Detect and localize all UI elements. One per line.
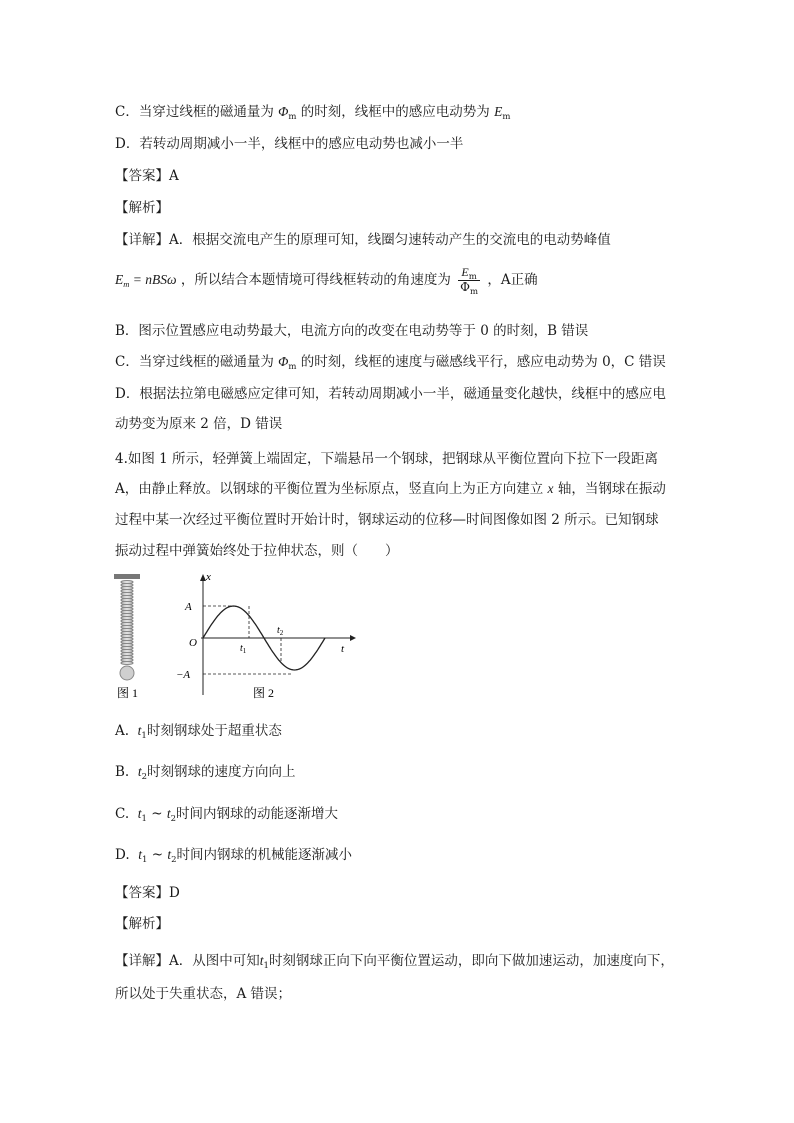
question-4-line-2: A，由静止释放。以钢球的平衡位置为坐标原点，竖直向上为正方向建立 x 轴，当钢球在振动 bbox=[115, 481, 666, 497]
spring-coil bbox=[121, 662, 133, 665]
question-4-line-4: 振动过程中弹簧始终处于拉伸状态，则（ ） bbox=[115, 543, 399, 559]
spring-coil bbox=[121, 632, 133, 635]
option-d-explanation-1: D．根据法拉第电磁感应定律可知，若转动周期减小一半，磁通量变化越快，线框中的感应电 bbox=[115, 386, 666, 402]
steel-ball bbox=[120, 666, 134, 680]
spring-coil bbox=[121, 620, 133, 623]
question-4-line-3: 过程中某一次经过平衡位置时开始计时，钢球运动的位移—时间图像如图 2 所示。已知钢球 bbox=[115, 512, 659, 528]
option-c-previous: C．当穿过线框的磁通量为 $\Phi_m$ 的时刻，线框中的感应电动势为 $E_m$ bbox=[115, 104, 511, 122]
amp-neg-label: −A bbox=[176, 669, 191, 681]
spring-coil bbox=[121, 623, 133, 626]
spring-coil bbox=[121, 653, 133, 656]
spring-coil bbox=[121, 656, 133, 659]
fig1-label: 图 1 bbox=[117, 686, 139, 700]
spring-coil bbox=[121, 638, 133, 641]
spring-coil bbox=[121, 584, 133, 587]
spring-coil bbox=[121, 599, 133, 602]
option-c-explanation: C．当穿过线框的磁通量为 $\Phi_m$ 的时刻，线框的速度与磁感线平行，感应电动势为 0，C 错误 bbox=[115, 354, 666, 372]
fraction-em-over-phim: $\frac{E_m}{\Phi_m}$ bbox=[460, 265, 479, 297]
question-4-line-1: 4.如图 1 所示，轻弹簧上端固定，下端悬吊一个钢球，把钢球从平衡位置向下拉下一段距离 bbox=[115, 451, 659, 467]
spring-coil bbox=[121, 581, 133, 584]
spring-coil bbox=[121, 605, 133, 608]
spring-coil bbox=[121, 626, 133, 629]
analysis-1: 【解析】 bbox=[115, 200, 169, 216]
option-a: A. $t_1$时刻钢球处于超重状态 bbox=[115, 723, 282, 741]
spring-coil bbox=[121, 611, 133, 614]
spring-coil bbox=[121, 617, 133, 620]
answer-1: 【答案】A bbox=[115, 168, 179, 184]
spring-coils bbox=[121, 581, 133, 665]
spring-coil bbox=[121, 641, 133, 644]
option-b-explanation: B．图示位置感应电动势最大，电流方向的改变在电动势等于 0 的时刻，B 错误 bbox=[115, 323, 589, 339]
spring-coil bbox=[121, 590, 133, 593]
spring-coil bbox=[121, 644, 133, 647]
answer-2: 【答案】D bbox=[115, 885, 180, 901]
spring-coil bbox=[121, 629, 133, 632]
formula-line: $E_m = nBS\omega$ ，所以结合本题情境可得线框转动的角速度为 $\frac{E_m}{\Phi_m}$ ，A正确 bbox=[115, 265, 538, 297]
spring-coil bbox=[121, 647, 133, 650]
spring-coil bbox=[121, 659, 133, 662]
option-d-previous: D．若转动周期减小一半，线框中的感应电动势也减小一半 bbox=[115, 136, 464, 152]
ceiling-support bbox=[114, 574, 140, 579]
option-c: C. $t_1$ ~ $t_2$时间内钢球的动能逐渐增大 bbox=[115, 806, 339, 824]
spring-coil bbox=[121, 650, 133, 653]
fig2-label: 图 2 bbox=[253, 686, 275, 700]
analysis-2: 【解析】 bbox=[115, 916, 169, 932]
spring-coil bbox=[121, 608, 133, 611]
spring-coil bbox=[121, 635, 133, 638]
option-d: D. $t_1$ ~ $t_2$时间内钢球的机械能逐渐减小 bbox=[115, 847, 353, 865]
t-axis-label: t bbox=[341, 643, 345, 655]
spring-coil bbox=[121, 596, 133, 599]
spring-coil bbox=[121, 593, 133, 596]
option-b: B. $t_2$时刻钢球的速度方向向上 bbox=[115, 764, 296, 782]
amp-pos-label: A bbox=[185, 601, 192, 613]
question-4-figure bbox=[112, 570, 362, 705]
spring-coil bbox=[121, 614, 133, 617]
detail-2-line-2: 所以处于失重状态，A 错误； bbox=[115, 986, 292, 1002]
t-axis-arrow bbox=[350, 635, 356, 641]
origin-label: O bbox=[189, 637, 197, 649]
detail-1: 【详解】A．根据交流电产生的原理可知，线圈匀速转动产生的交流电的电动势峰值 bbox=[115, 232, 611, 248]
spring-coil bbox=[121, 602, 133, 605]
t1-label: $t_1$ bbox=[240, 643, 247, 655]
x-axis-label: x bbox=[206, 571, 211, 583]
option-d-explanation-2: 动势变为原来 2 倍，D 错误 bbox=[115, 416, 283, 432]
t2-label: $t_2$ bbox=[277, 625, 284, 637]
spring-figure bbox=[114, 574, 140, 680]
phi-symbol: Φ bbox=[278, 104, 289, 119]
spring-coil bbox=[121, 587, 133, 590]
detail-2-line-1: 【详解】A．从图中可知$t_1$时刻钢球正向下向平衡位置运动，即向下做加速运动，加速度向下， bbox=[115, 953, 674, 971]
